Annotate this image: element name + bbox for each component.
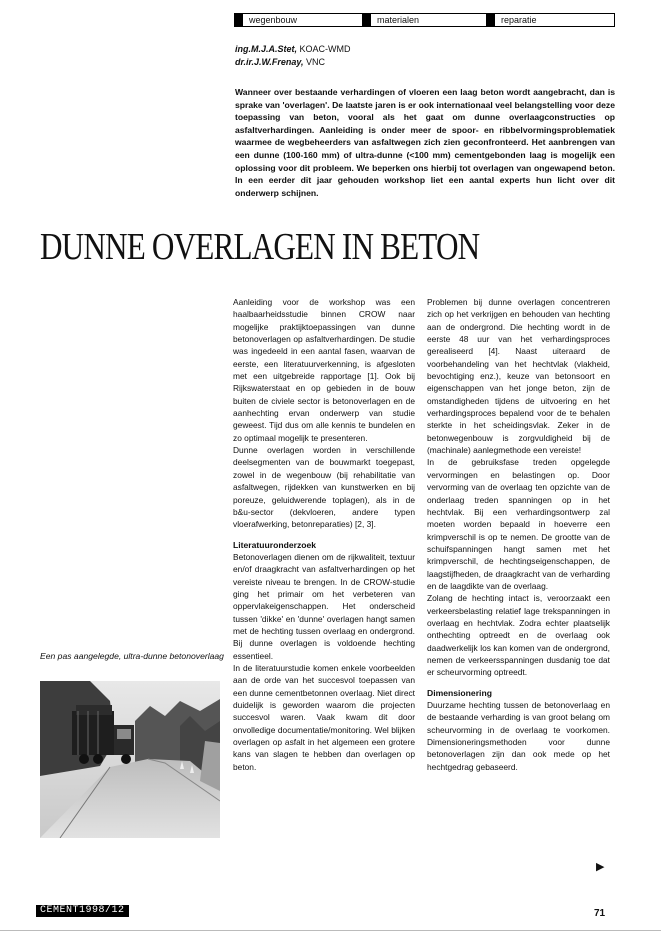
magazine-issue-tag: CEMENT1998/12 xyxy=(36,905,129,917)
section-heading: Dimensionering xyxy=(427,687,492,698)
paragraph: In de gebruiksfase treden opgelegde vervormingen en belastingen op. Door vervorming van de overlaag ten opzichte van de onderlaag treden spanningen op in het hechtvlak. Bij een verhardingsontwerp zal moeten worden bepaald in hoeverre een krimpverschil is op te nemen. De grootte van de schuifspanningen hangt samen met het krimpverschil, de hechtingseigenschappen, de laagstijfheden, de draagkracht van de verharding en de laagdikte van de overlaag. xyxy=(427,457,610,591)
paragraph: Zolang de hechting intact is, veroorzaakt een verkeersbelasting relatief lage trekspanningen in overlaag en hechtvlak. Zodra echter plaatselijk onthechting optreedt en de overlaag ook daadwerkelijk los kan komen van de ondergrond, nemen de verkeersspanningen dusdanig toe dat er scheurvorming optreedt. xyxy=(427,593,610,678)
page-number: 71 xyxy=(594,908,606,919)
category-tab-materialen: materialen xyxy=(362,13,488,27)
category-tab-reparatie: reparatie xyxy=(486,13,615,27)
article-title: DUNNE OVERLAGEN IN BETON xyxy=(40,226,480,268)
author-line: ing.M.J.A.Stet, KOAC-WMD xyxy=(235,44,351,54)
road-photo xyxy=(40,681,220,838)
category-tab-wegenbouw: wegenbouw xyxy=(234,13,364,27)
paragraph: In de literatuurstudie komen enkele voorbeelden aan de orde van het succesvol toepassen van een dunne cementbetonnen overlaag. Niet direct duidelijk is geworden waarom die projecten succesvol waren. Vaak kwam dit door onvolledige documentatie/monitoring. Wel blijken overlagen op asfalt in het algemeen een grotere kans van slagen te hebben dan overlagen op beton. xyxy=(233,662,415,772)
paragraph: Betonoverlagen dienen om de rijkwaliteit, textuur en/of draagkracht van asfaltverhardingen op het vereiste niveau te brengen. In de CROW-studie ging het primair om het verbeteren van oppervlakeigenschappen. Het onderscheid tussen 'dikke' en 'dunne' overlagen hangt samen met de hechting tussen overlaag en ondergrond. Bij dunne overlagen is voldoende hechting essentieel. xyxy=(233,551,415,661)
category-marker xyxy=(487,14,495,26)
text-column-2 xyxy=(427,296,610,773)
paragraph: Duurzame hechting tussen de betonoverlaag en de bestaande verharding is van groot belang om scheurvorming in de overlaag te voorkomen. Dimensioneringsmethoden voor dunne betonoverlagen zijn dan ook mede op het hechtgedrag gebaseerd. xyxy=(427,700,610,772)
paragraph: Problemen bij dunne overlagen concentreren zich op het verkrijgen en behouden van hechting aan de ondergrond. Die hechting wordt in de eerste 48 uur van het verhardingsproces gerealiseerd [4]. Naast uiteraard de voorbehandeling van het hechtvlak (vlakheid, bevochtiging enz.), keuze van betonsoort en eigenschappen van het jonge beton, zijn de omstandigheden tijdens de uitvoering en het verhardingsproces bepalend voor de te behalen sterkte in het scheidingsvlak. Zeker in de betonwegenbouw is zorgvuldigheid bij de (machinale) aanlegmethode een vereiste! xyxy=(427,297,610,456)
photo-caption: Een pas aangelegde, ultra-dunne betonoverlaag xyxy=(40,651,224,661)
continue-arrow-icon: ▶ xyxy=(596,861,605,873)
section-heading: Literatuuronderzoek xyxy=(233,539,317,550)
category-marker xyxy=(363,14,371,26)
intro-paragraph: Wanneer over bestaande verhardingen of vloeren een laag beton wordt aangebracht, dan is sprake van 'overlagen'. De laatste jaren is er ook internationaal veel belangstelling voor deze toepassing van beton, vooral als het gaat om dunne overlaagconstructies op asfaltverhardingen. Aanleiding is onder meer de spoor- en ribbelvormingsproblematiek waarmee de wegbeheerders van asfaltwegen zich zien geconfronteerd. Het aanbrengen van een dunne (100-160 mm) of ultra-dunne (<100 mm) cementgebonden laag is mogelijk een oplossing voor dit probleem. We beperken ons hierbij tot overlagen van ongewapend beton. In een eerder dit jaar gehouden workshop liet een aantal experts hun licht over dit onderwerp schijnen. xyxy=(235,87,615,198)
paragraph: Aanleiding voor de workshop was een haalbaarheidsstudie binnen CROW naar mogelijke praktijktoepassingen van dunne betonoverlagen op asfaltverhardingen. De studie was ingedeeld in een aantal fasen, waarvan de eerste, een literatuurverkenning, is afgesloten met een uitgebreide rapportage [1]. Ook bij Rijkswaterstaat en op gebieden in de bouw buiten de civiele sector is betonoverlagen en de aanhechting ervan onderwerp van studie geweest. Tijd dus om alle kennis te bundelen en zo optimaal mogelijk te presenteren. xyxy=(233,297,415,443)
road-photo-illustration xyxy=(40,681,220,838)
category-marker xyxy=(235,14,243,26)
paragraph: Dunne overlagen worden in verschillende deelsegmenten van de bouwmarkt toegepast, zowel in de wegenbouw (bij rehabilitatie van asfaltwegen, rijdekken van kunstwerken en bij poreuze, geluidwerende toplagen), als in de b&u-sector (dekvloeren, andere typen vloerafwerking, betonreparaties) [2, 3]. xyxy=(233,445,415,530)
divider xyxy=(0,930,661,931)
text-column-1 xyxy=(233,296,415,773)
author-block xyxy=(235,43,351,69)
author-line: dr.ir.J.W.Frenay, VNC xyxy=(235,57,326,67)
